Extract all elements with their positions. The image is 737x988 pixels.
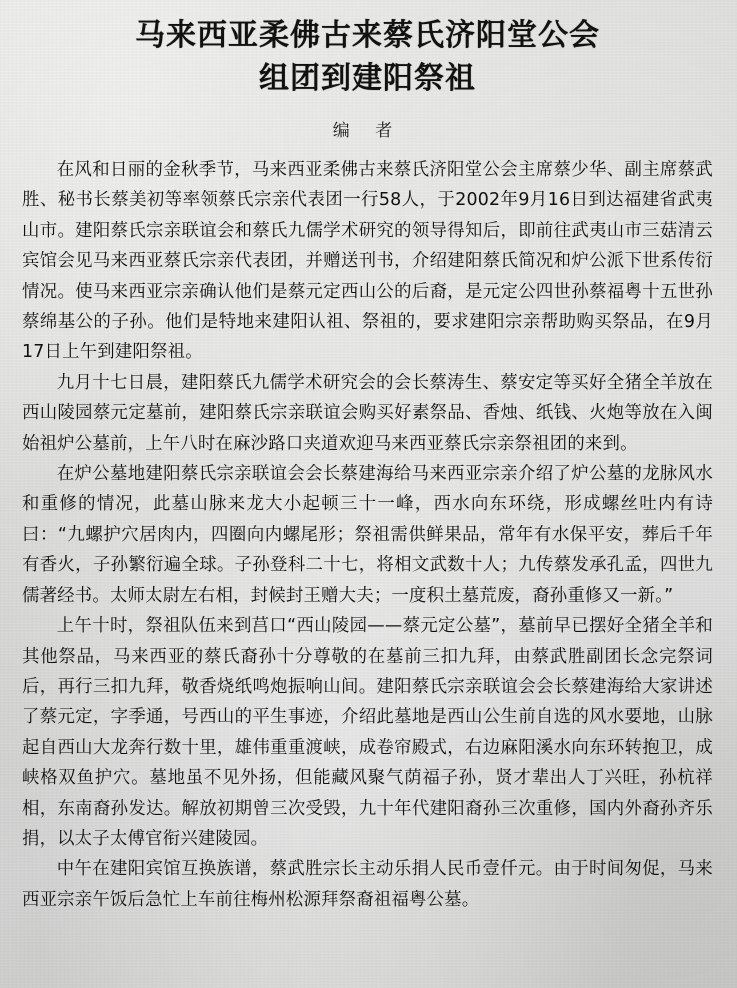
paragraph-2: 九月十七日晨，建阳蔡氏九儒学术研究会的会长蔡涛生、蔡安定等买好全猪全羊放在西山陵园蔡元定墓前，建阳蔡氏宗亲联谊会购买好素祭品、香烛、纸钱、火炮等放在入闽始祖炉公墓前，上午八时在麻沙路口夹道欢迎马来西亚蔡氏宗亲祭祖团的来到。 bbox=[22, 372, 713, 454]
paragraph-5: 中午在建阳宾馆互换族谱，蔡武胜宗长主动乐捐人民币壹仟元。由于时间匆促，马来西亚宗亲午饭后急忙上车前往梅州松源拜祭裔祖福粤公墓。 bbox=[22, 859, 713, 910]
title-line-1: 马来西亚柔佛古来蔡氏济阳堂公会 bbox=[135, 18, 600, 53]
paragraph-3: 在炉公墓地建阳蔡氏宗亲联谊会会长蔡建海给马来西亚宗亲介绍了炉公墓的龙脉风水和重修的情况，此墓山脉来龙大小起顿三十一峰，西水向东环绕，形成螺丝吐内有诗曰：“九螺护穴居肉内，四圈向内螺尾形；祭祖需供鲜果品，常年有水保平安，葬后千年有香火，子孙繁衍遍全球。子孙登科二十七，将相文武数十人；九传蔡发承孔孟，四世九儒著经书。太师太尉左右相，封候封王赠大夫；一度积土墓荒废，裔孙重修又一新。” bbox=[22, 464, 713, 606]
title-line-2: 组团到建阳祭祖 bbox=[259, 61, 476, 96]
paragraph-1: 在风和日丽的金秋季节，马来西亚柔佛古来蔡氏济阳堂公会主席蔡少华、副主席蔡武胜、秘书长蔡美初等率领蔡氏宗亲代表团一行58人，于2002年9月16日到达福建省武夷山市。建阳蔡氏宗亲联谊会和蔡氏九儒学术研究的领导得知后，即前往武夷山市三菇清云宾馆会见马来西亚蔡氏宗亲代表团，并赠送刊书，介绍建阳蔡氏简况和炉公派下世系传衍情况。使马来西亚宗亲确认他们是蔡元定西山公的后裔，是元定公四世孙蔡福粤十五世孙蔡绵基公的子孙。他们是特地来建阳认祖、祭祖的，要求建阳宗亲帮助购买祭品，在9月17日上午到建阳祭祖。 bbox=[22, 160, 713, 363]
article-body bbox=[22, 155, 713, 915]
paragraph-4: 上午十时，祭祖队伍来到莒口“西山陵园——蔡元定公墓”，墓前早已摆好全猪全羊和其他祭品，马来西亚的蔡氏裔孙十分尊敬的在墓前三扣九拜，由蔡武胜副团长念完祭词后，再行三扣九拜，敬香烧纸鸣炮振响山间。建阳蔡氏宗亲联谊会会长蔡建海给大家讲述了蔡元定，字季通，号西山的平生事迹，介绍此墓地是西山公生前自选的风水要地，山脉起自西山大龙奔行数十里，雄伟重重渡峡，成卷帘殿式，右边麻阳溪水向东环转抱卫，成峡格双鱼护穴。墓地虽不见外扬，但能藏风聚气荫福子孙，贤才辈出人丁兴旺，孙杭祥相，东南裔孙发达。解放初期曾三次受毁，九十年代建阳裔孙三次重修，国内外裔孙齐乐捐，以太子太傅官衔兴建陵园。 bbox=[22, 616, 713, 849]
byline: 编 者 bbox=[332, 121, 403, 141]
page-title bbox=[22, 14, 713, 100]
